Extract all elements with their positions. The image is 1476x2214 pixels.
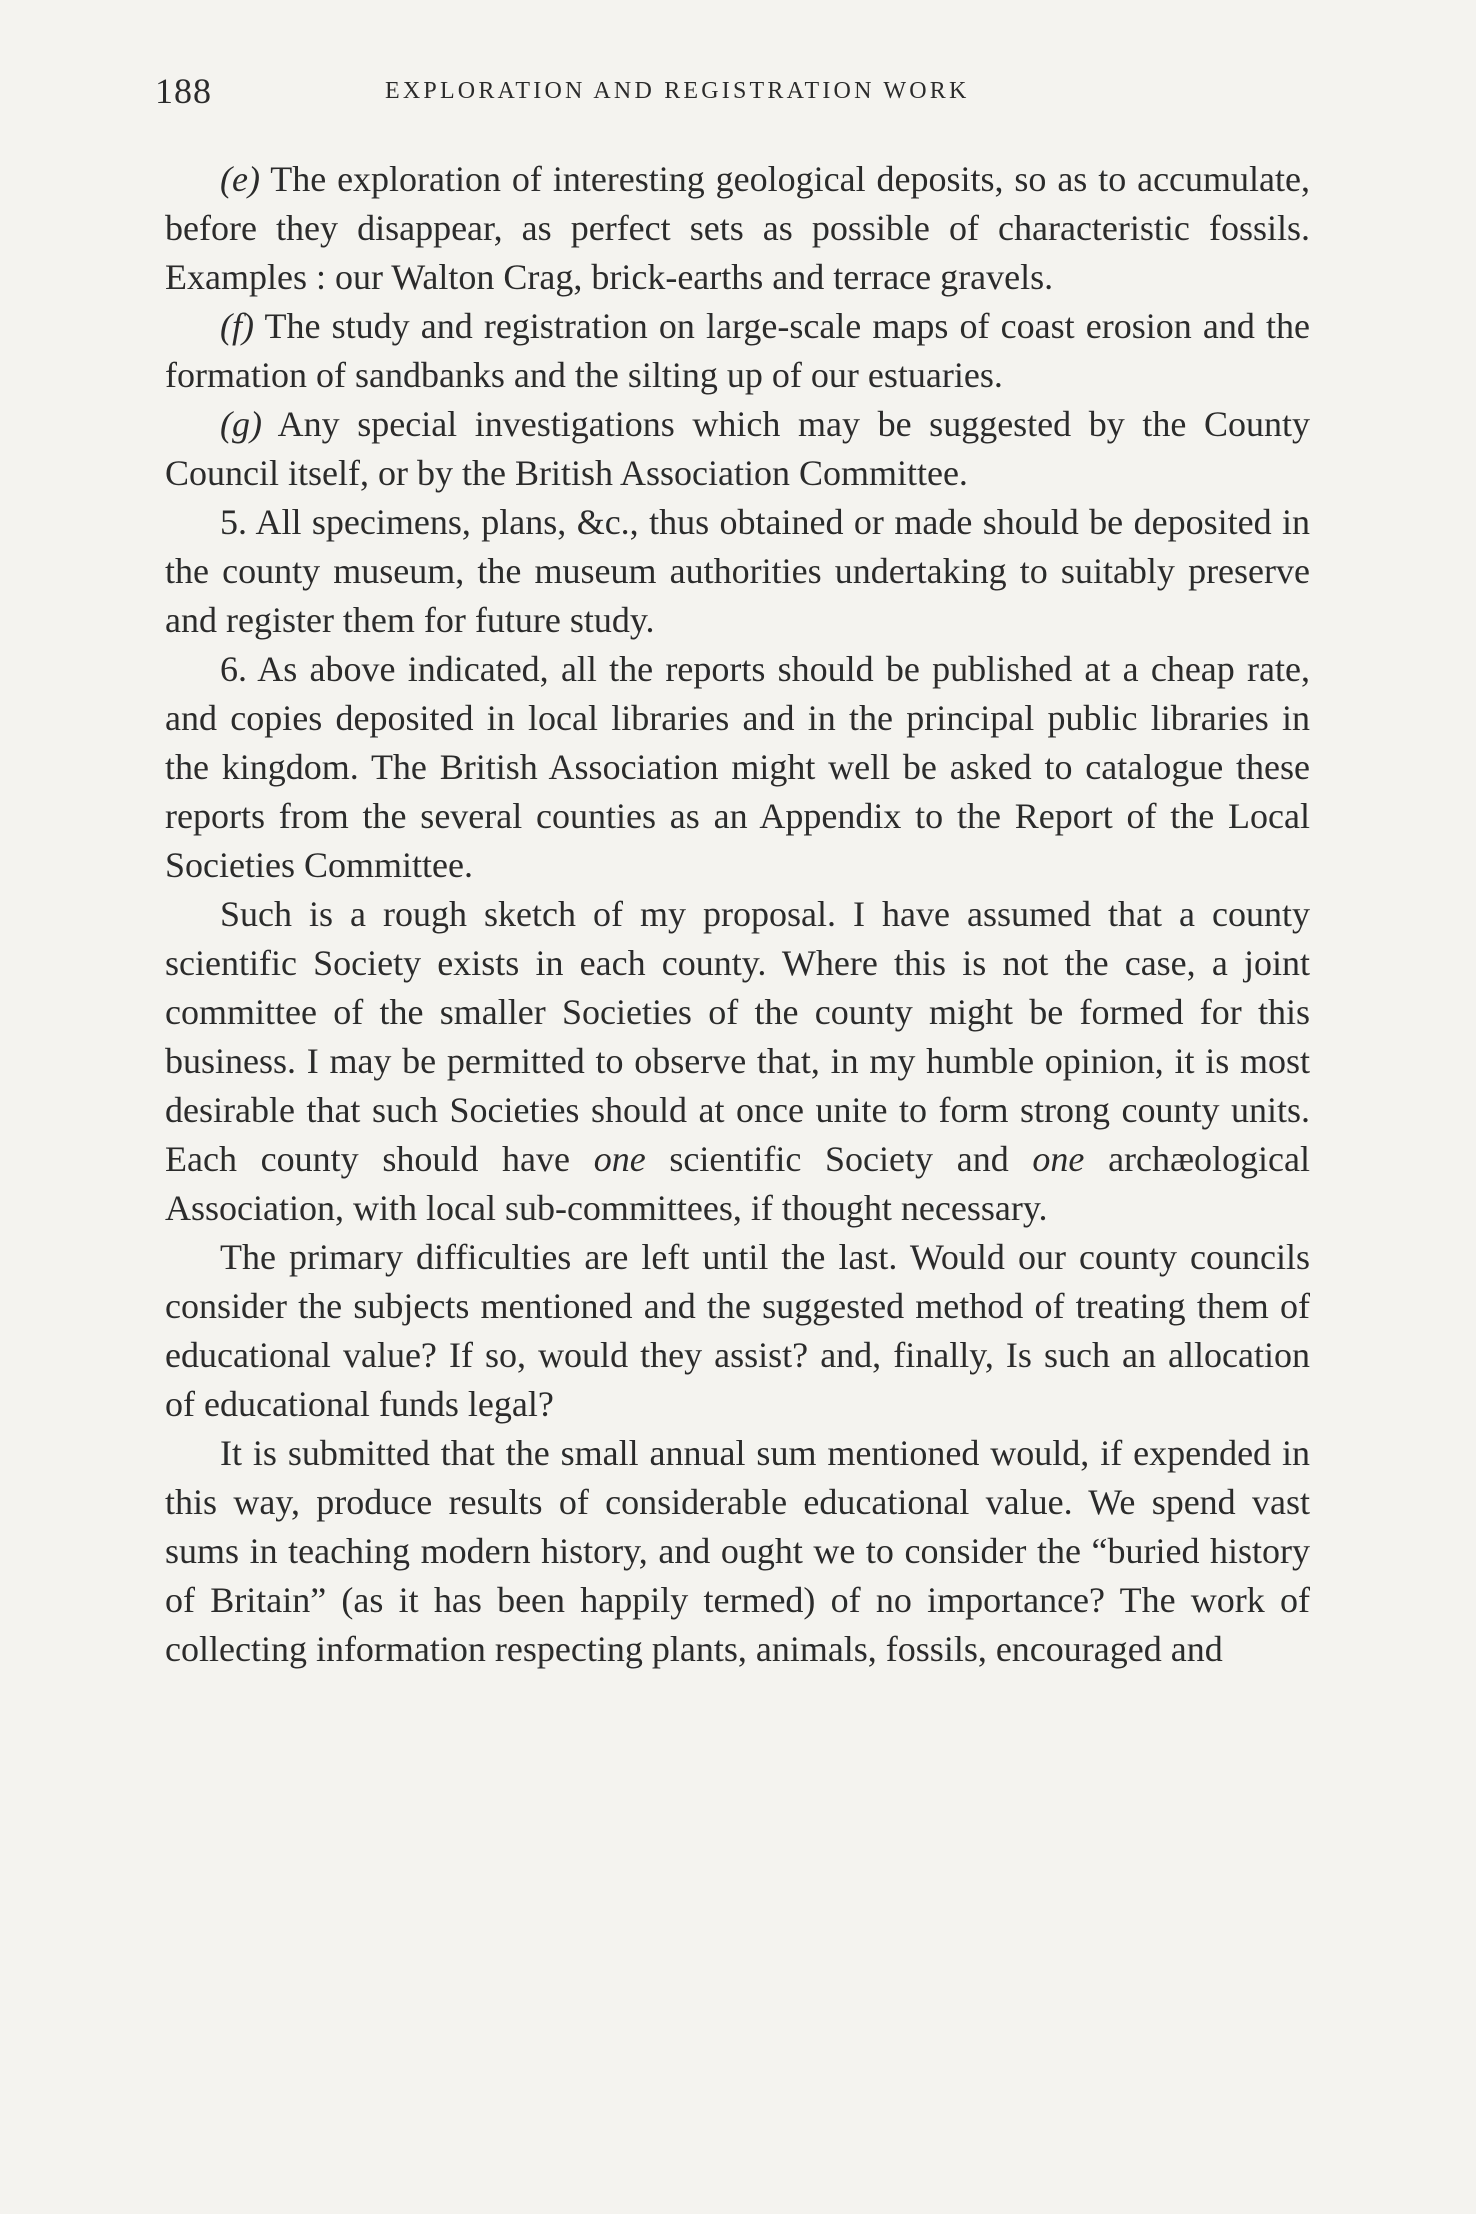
paragraph-text: Such is a rough sketch of my proposal. I have assumed that a county scientific Society exists in each county. Where this is not the case, a joint committee of the smaller Societies of the county might be formed for this business. I may be permitted to observe that, in my humble opinion, it is most desirable that such Societies should at once unite to form strong county units. Each county should have <box>165 894 1310 1179</box>
paragraph-sketch <box>165 890 1310 1233</box>
paragraph-5 <box>165 498 1310 645</box>
paragraph-e <box>165 155 1310 302</box>
emphasis-one: one <box>1032 1139 1085 1179</box>
running-head <box>155 70 1310 120</box>
running-title: EXPLORATION AND REGISTRATION WORK <box>385 78 970 104</box>
paragraph-text: The study and registration on large-scale maps of coast erosion and the formation of sandbanks and the silting up of our estuaries. <box>165 306 1310 395</box>
paragraph-text: archæological Association, with local sub-committees, if thought necessary. <box>165 1139 1310 1228</box>
page-number: 188 <box>155 71 212 111</box>
paragraph-text: scientific Society and <box>645 1139 1033 1179</box>
paragraph-text: The primary difficulties are left until the last. Would our county councils consider the subjects mentioned and the suggested method of treating them of educational value? If so, would they assist? and, finally, Is such an allocation of educational funds legal? <box>165 1237 1310 1424</box>
paragraph-f <box>165 302 1310 400</box>
paragraph-text: 6. As above indicated, all the reports should be published at a cheap rate, and copies deposited in local libraries and in the principal public libraries in the kingdom. The British Association might well be asked to catalogue these reports from the several counties as an Appendix to the Report of the Local Societies Committee. <box>165 649 1310 885</box>
paragraph-text: The exploration of interesting geological deposits, so as to accumulate, before they disappear, as perfect sets as possible of characteristic fossils. Examples : our Walton Crag, brick-earths and terrace gravels. <box>165 159 1310 297</box>
emphasis-one: one <box>593 1139 646 1179</box>
paragraph-6 <box>165 645 1310 890</box>
item-marker: (g) <box>220 404 262 444</box>
paragraph-text: Any special investigations which may be suggested by the County Council itself, or by the British Association Committee. <box>165 404 1310 493</box>
item-marker: (e) <box>220 159 260 199</box>
body-text <box>165 155 1310 1674</box>
paragraph-text: It is submitted that the small annual sum mentioned would, if expended in this way, produce results of considerable educational value. We spend vast sums in teaching modern history, and ought we to consider the “buried history of Britain” (as it has been happily termed) of no importance? The work of collecting information respecting plants, animals, fossils, encouraged and <box>165 1433 1310 1669</box>
item-marker: (f) <box>220 306 254 346</box>
paragraph-submitted <box>165 1429 1310 1674</box>
paragraph-g <box>165 400 1310 498</box>
paragraph-difficulties <box>165 1233 1310 1429</box>
paragraph-text: 5. All specimens, plans, &c., thus obtained or made should be deposited in the county museum, the museum authorities undertaking to suitably preserve and register them for future study. <box>165 502 1310 640</box>
